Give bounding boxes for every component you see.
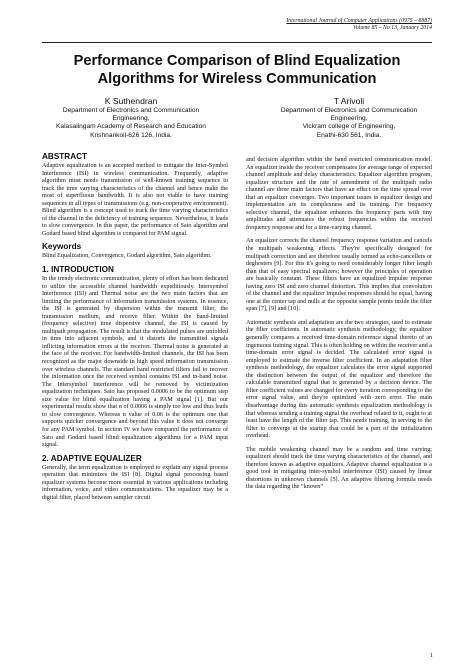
keywords-heading: Keywords	[42, 242, 82, 252]
abstract-text: Adaptive equalization is an accepted method to mitigate the Inter-Symbol Interference (ISI) in wireless communication. Frequently, adaptive algorithm must needs transmission of well-known training sequence to track the time varying characteristics of the channel and hence make the most of superfluous bandwidth. It is also not viable to have training sequences in all types of transmissions (e.g. non-cooperative environment). Blind algorithm is a concept used to track the time varying characteristics of the channel in the deficiency of training sequence. Nevertheless, it leads to slow convergence. In this paper, the performance of Sato algorithm and Godard based blind algorithm is compared for PAM signal.	[42, 163, 228, 237]
author-name: T Arivoli	[333, 96, 365, 106]
introduction-text: In the trendy electronic communication, plenty of effort has been dedicated to utilize the accessible channel bandwidth expeditiously. Intersymbol Interference (ISI) and Thermal noise are the two main factors that are limiting the performance of information transmission systems. In essence, the ISI is generated by dispersion within the transmit filter, the transmission medium, and receive filter. Within the band-limited (frequency selective) time dispersive channel, the ISI is caused by multipath propagation. The result is that the modulated pulses are unfolded in time into adjacent symbols, and it distorts the transmitted signals inflicting information errors at the receiver. Thermal noise is generated at the face of the receiver. For bandwidth-limited channels, the ISI has been recognized as the major downside in high speed information transmission over wireless channels. The standard band restricted filters fail to recover the information once the received symbol contains ISI and in-band noise. The Intersymbol Interference will be removed by victimization equalization techniques. Sato has proposed 0.0006 to be the optimum step size value for blind equalization having a PAM signal [1]. But our experimental results show that α of 0.0006 is simply too low and thus leads to slow convergence. Whereas α value of 0.06 is the optimum one that supports quicker convergence and beyond this value it does not converge for any PAM symbol. In section IV we have compared the performance of Sato and Godard based blind equalization algorithms for a PAM input signal.	[42, 276, 228, 449]
adaptive-equalizer-text: Generally, the term equalization is employed to explain any signal process operation that minimizes the ISI [8]. Digital signal processing based equalizer systems become more essential in various applications including information, voice, and video communications. The equalizer may be a digital filter, placed between sampler circuit	[42, 464, 228, 501]
author-block-2	[254, 96, 444, 140]
author-block-1	[36, 96, 226, 140]
page-number: 1	[429, 652, 433, 659]
body-paragraph: Automatic synthesis and adaptation are the two strategies, used to estimate the filter coefficients. In automatic synthesis methodology, the equalizer generally compares a received time-domain reference signal thereto of an ingenuous training signal. This is often holding on within the receiver and a time-domain error signal is decided. The calculated error signal is employed to estimate the inverse filter coefficient. In an adaptation filter synthesis methodology, the equalizer calculates the error signal supported the distinction between the output of the equalizer and therefore the calculable transmitted signal that is generated by a decision device. The filter coefficient values are changed for every iteration corresponding to the error signal value, and they're optimized with zero error. The main disadvantage during this automatic synthesis equalization methodology is that whereas sending a training signal the overhead related to it, ought to at least have the length of the filter tap. This needs training, in serving to the filter to converge at the startup that could be a part of the initialization overhead.	[246, 319, 432, 440]
author-affiliation-line: Vickram college of Engineering,	[302, 123, 396, 131]
adaptive-equalizer-heading: 2. ADAPTIVE EQUALIZER	[42, 453, 142, 463]
keywords-text: Blind Equalization, Convergence, Godard algorithm, Sato algorithm.	[42, 253, 212, 260]
header-rule	[42, 42, 432, 43]
body-paragraph: and decision algorithm within the band restricted communication model. An equalizer inside the receiver compensates for average range of expected channel amplitude and delay characteristics. Equalizer algorithm program, equalizer structure and the rate of amendment of the multipath radio channel are three main factors that have an effect on the time spread over that an equalizer converges. Two important issues in equalizer design and implementation are its complexness and its training. For frequency selective channel, the equalizer enhances the frequency parts with tiny amplitudes and attenuates the robust frequencies within the received frequency response and for a time-varying channel.	[246, 157, 432, 231]
introduction-heading: 1. INTRODUCTION	[42, 265, 114, 275]
journal-header	[286, 18, 432, 32]
author-affiliation-line: Krishnankoil-626 126, India.	[90, 131, 172, 139]
paper-title	[40, 52, 434, 88]
title-line: Performance Comparison of Blind Equalization	[73, 53, 401, 69]
author-affiliation-line: Department of Electronics and Communication	[62, 107, 200, 114]
author-affiliation-line: Engineering,	[112, 115, 150, 123]
body-paragraph: The mobile weakening channel may be a random and time varying; equalizers should track the time varying characteristics of the channel, and therefore known as adaptive equalizers. Adaptive channel equalization is a good tool in mitigating inter-symbol interference (ISI) caused by linear distortions in unknown channels [5]. An adaptive filtering formula needs the data regarding the “known”	[246, 446, 432, 491]
journal-name[interactable]: International Journal of Computer Applications (0975 – 8887)	[286, 18, 432, 24]
left-column	[42, 152, 228, 502]
author-affiliation-line: Kalasalingam Academy of Research and Education	[56, 123, 206, 131]
author-affiliation-line: Engineering,	[330, 115, 368, 123]
body-paragraph: An equalizer corrects the channel frequency response variation and cancels the multipath weakening effects. They're specifically designed for multipath correction and are therefore usually termed as echo-cancellers or deghosters [9]. For this it's going to need considerably longer filter length than that of easy spectral equalizers; however the principles of operation are basically constant. These filters have an equalized impulse response having zero ISI and zero channel distortion. This implies that convolution of the channel and the equalizer impulse responses should be equal, having one at the center tap and nulls at the opposite sample points inside the filter span [7], [9] and [10].	[246, 238, 432, 313]
abstract-heading: ABSTRACT	[42, 152, 88, 161]
author-affiliation-line: Enathi-630 561, India.	[316, 131, 382, 139]
journal-volume: Volume 85 – No 13, January 2014	[352, 25, 432, 31]
title-line: Algorithms for Wireless Communication	[97, 71, 377, 87]
author-affiliation-line: Department of Electronics and Communication	[280, 107, 418, 114]
right-column	[246, 157, 432, 492]
author-name: K Suthendran	[104, 96, 158, 106]
